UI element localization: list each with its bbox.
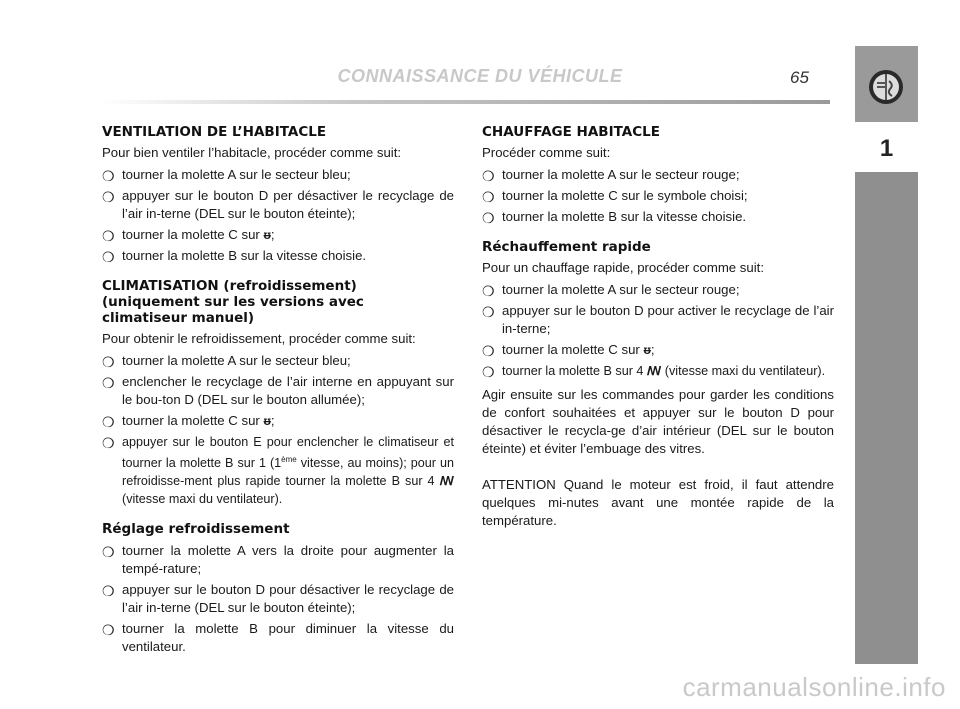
list-item — [102, 352, 454, 370]
bullet-icon: ❍ — [482, 210, 495, 226]
bullet-icon: ❍ — [482, 343, 495, 359]
list-item — [482, 362, 834, 380]
bullet-icon: ❍ — [482, 364, 495, 380]
bullet-icon: ❍ — [102, 189, 115, 205]
section-title: Réglage refroidissement — [102, 521, 290, 538]
list-item — [102, 433, 454, 508]
air-to-feet-icon: ᵿ — [643, 343, 651, 357]
fan-max-icon: ꟿ — [439, 474, 455, 489]
list-item-text: appuyer sur le bouton D pour activer le recyclage de l’air in-terne; — [502, 303, 834, 336]
list-item — [102, 373, 454, 409]
bullet-icon: ❍ — [482, 304, 495, 320]
bullet-list — [482, 166, 834, 226]
bullet-list — [102, 166, 454, 265]
page-header-title: CONNAISSANCE DU VÉHICULE — [337, 66, 623, 86]
paragraph: Pour bien ventiler l’habitacle, procéder comme suit: — [102, 145, 402, 160]
list-item-text: tourner la molette C sur — [502, 342, 640, 357]
list-item-text: tourner la molette B sur la vitesse choisie. — [502, 209, 747, 224]
bullet-icon: ❍ — [482, 283, 495, 299]
bullet-icon: ❍ — [102, 354, 115, 370]
list-item-text: tourner la molette A sur le secteur rouge; — [502, 167, 740, 182]
list-item-text: tourner la molette C sur — [122, 227, 260, 242]
list-item-text: tourner la molette B sur 4 — [502, 364, 644, 378]
section-title-line: CLIMATISATION (refroidissement) — [102, 278, 357, 294]
list-item — [482, 281, 834, 299]
list-item-text: tourner la molette C sur — [122, 413, 260, 428]
list-item: ❍ tourner la molette C sur ᵿ; — [102, 227, 275, 244]
paragraph: Agir ensuite sur les commandes pour garder les conditions de confort souhaitées et appuyer sur le bouton D pour désactiver le recycla-ge d’air intérieur (DEL sur le bouton éteinte) et éviter l’embuage des vitres. — [482, 387, 834, 456]
bullet-icon: ❍ — [102, 228, 115, 244]
list-item-text: tourner la molette A sur le secteur rouge; — [502, 282, 740, 297]
page-number: 65 — [790, 68, 809, 87]
section-title: VENTILATION DE L’HABITACLE — [102, 124, 327, 140]
list-item: ❍ tourner la molette C sur ᵿ; — [102, 413, 275, 430]
paragraph: ATTENTION Quand le moteur est froid, il faut attendre quelques mi-nutes avant une montée rapide de la température. — [482, 477, 834, 528]
left-column — [102, 124, 454, 659]
list-item — [102, 620, 454, 656]
list-item: ❍ tourner la molette C sur ᵿ; — [482, 342, 655, 359]
paragraph: Procéder comme suit: — [482, 145, 611, 160]
watermark: carmanualsonline.info — [682, 672, 946, 702]
list-item-text: tourner la molette A vers la droite pour augmenter la tempé-rature; — [122, 543, 454, 577]
list-item-text: enclencher le recyclage de l’air interne en appuyant sur le bou-ton D (DEL sur le bouton allumée); — [122, 374, 454, 407]
section-title: CHAUFFAGE HABITACLE — [482, 124, 660, 140]
list-item-text: tourner la molette B sur la vitesse choisie. — [122, 248, 367, 263]
list-item-text: vitesse, au moins); pour un refroidisse-ment plus rapide tourner la molette B sur 4 — [122, 456, 455, 489]
section-title-line: (uniquement sur les versions avec — [102, 294, 364, 310]
bullet-icon: ❍ — [102, 375, 115, 391]
bullet-icon: ❍ — [102, 622, 115, 639]
list-item — [102, 247, 454, 265]
fan-max-icon: ꟿ — [646, 364, 662, 378]
header-rule — [102, 100, 830, 104]
list-item-text: tourner la molette B pour diminuer la vitesse du ventilateur. — [122, 621, 454, 655]
bullet-icon: ❍ — [102, 583, 115, 600]
list-item — [102, 542, 454, 578]
bullet-icon: ❍ — [102, 168, 115, 184]
list-item — [482, 166, 834, 184]
list-item-text: appuyer sur le bouton D pour désactiver le recyclage de l’air in-terne (DEL sur le bouton éteinte); — [122, 582, 454, 616]
bullet-list — [102, 542, 454, 656]
list-item-text: appuyer sur le bouton D per désactiver le recyclage de l’air in-terne (DEL sur le bouton éteinte); — [122, 188, 454, 221]
bullet-icon: ❍ — [102, 414, 115, 430]
section-title — [102, 278, 454, 326]
list-item-text: tourner la molette C sur le symbole choisi; — [502, 188, 748, 203]
list-item — [482, 302, 834, 338]
list-item — [482, 208, 834, 226]
bullet-list — [102, 352, 454, 508]
bullet-icon: ❍ — [482, 189, 495, 205]
bullet-list — [482, 281, 834, 380]
list-item-text: tourner la molette A sur le secteur bleu; — [122, 353, 351, 368]
list-item-text: (vitesse maxi du ventilateur). — [664, 364, 826, 378]
list-item-text: tourner la molette A sur le secteur bleu; — [122, 167, 351, 182]
list-item — [102, 581, 454, 617]
list-item-text: (vitesse maxi du ventilateur). — [122, 492, 283, 507]
bullet-icon: ❍ — [102, 435, 115, 451]
list-item — [102, 187, 454, 223]
paragraph: Pour un chauffage rapide, procéder comme suit: — [482, 260, 764, 275]
paragraph: Pour obtenir le refroidissement, procéder comme suit: — [102, 331, 416, 346]
bullet-icon: ❍ — [102, 249, 115, 265]
chapter-number: 1 — [855, 125, 918, 175]
bullet-icon: ❍ — [102, 544, 115, 561]
section-title: Réchauffement rapide — [482, 239, 651, 255]
right-column — [482, 124, 834, 534]
air-to-face-icon: ᵿ — [263, 414, 271, 428]
list-item-text: appuyer sur le bouton E pour enclencher le climatiseur et tourner la molette B sur 1 (1 — [122, 435, 454, 471]
air-to-face-icon: ᵿ — [263, 228, 271, 242]
bullet-icon: ❍ — [482, 168, 495, 184]
brand-logo-icon — [868, 69, 904, 105]
list-item — [482, 187, 834, 205]
section-title-line: climatiseur manuel) — [102, 310, 255, 326]
list-item — [102, 166, 454, 184]
superscript: ème — [281, 455, 297, 464]
